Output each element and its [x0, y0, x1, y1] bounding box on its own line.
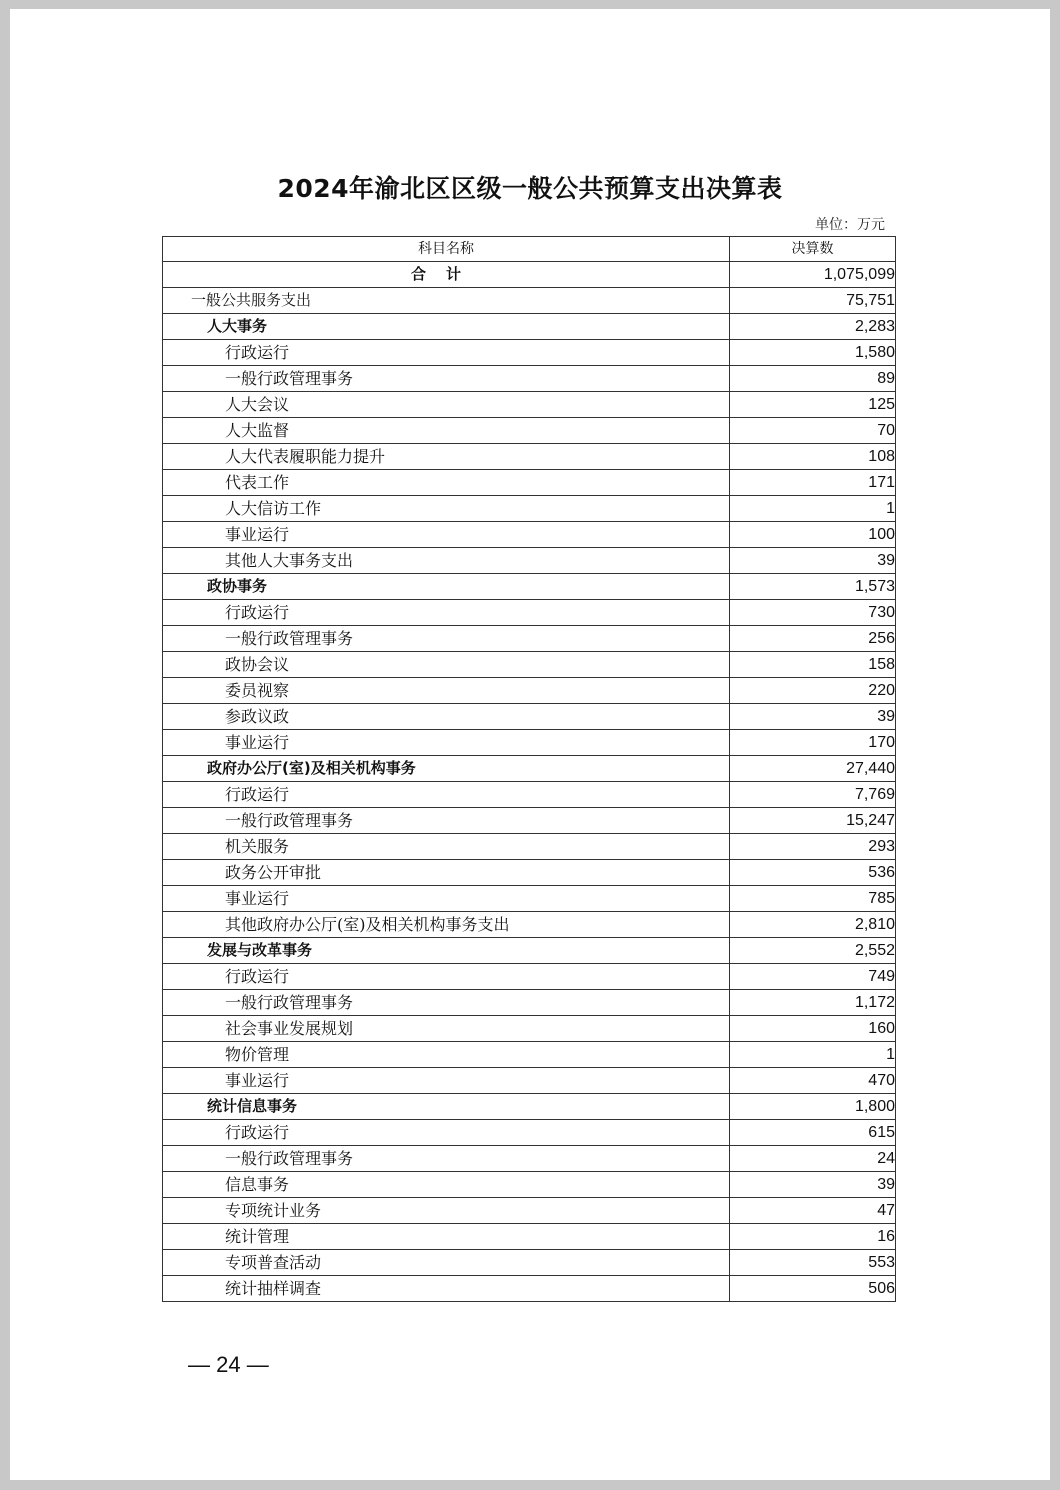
table-row — [163, 340, 896, 366]
amount-cell: 158 — [730, 652, 896, 678]
amount-cell: 2,552 — [730, 938, 896, 964]
amount-cell: 108 — [730, 444, 896, 470]
table-row — [163, 1016, 896, 1042]
table-row — [163, 314, 896, 340]
subject-name-cell: 一般行政管理事务 — [163, 1146, 730, 1172]
subject-name-cell: 统计管理 — [163, 1224, 730, 1250]
subject-name-cell: 委员视察 — [163, 678, 730, 704]
table-row — [163, 730, 896, 756]
table-row — [163, 626, 896, 652]
amount-cell: 100 — [730, 522, 896, 548]
subject-name-cell: 合计 — [163, 262, 730, 288]
table-row — [163, 1198, 896, 1224]
subject-name-cell: 信息事务 — [163, 1172, 730, 1198]
amount-cell: 16 — [730, 1224, 896, 1250]
amount-cell: 2,810 — [730, 912, 896, 938]
table-row — [163, 652, 896, 678]
amount-cell: 749 — [730, 964, 896, 990]
table-row — [163, 1042, 896, 1068]
table-row — [163, 548, 896, 574]
column-header-subject: 科目名称 — [163, 237, 730, 262]
table-row — [163, 1276, 896, 1302]
column-header-amount: 决算数 — [730, 237, 896, 262]
subject-name-cell: 人大代表履职能力提升 — [163, 444, 730, 470]
subject-name-cell: 人大会议 — [163, 392, 730, 418]
amount-cell: 2,283 — [730, 314, 896, 340]
amount-cell: 1,075,099 — [730, 262, 896, 288]
table-row — [163, 912, 896, 938]
amount-cell: 1 — [730, 496, 896, 522]
amount-cell: 89 — [730, 366, 896, 392]
table-row — [163, 704, 896, 730]
table-row — [163, 392, 896, 418]
amount-cell: 1,573 — [730, 574, 896, 600]
table-row — [163, 600, 896, 626]
amount-cell: 220 — [730, 678, 896, 704]
amount-cell: 39 — [730, 704, 896, 730]
amount-cell: 730 — [730, 600, 896, 626]
amount-cell: 170 — [730, 730, 896, 756]
subject-name-cell: 人大监督 — [163, 418, 730, 444]
subject-name-cell: 行政运行 — [163, 964, 730, 990]
table-row — [163, 964, 896, 990]
subject-name-cell: 行政运行 — [163, 340, 730, 366]
table-row — [163, 886, 896, 912]
subject-name-cell: 物价管理 — [163, 1042, 730, 1068]
table-body — [163, 262, 896, 1302]
subject-name-cell: 专项普查活动 — [163, 1250, 730, 1276]
subject-name-cell: 统计抽样调查 — [163, 1276, 730, 1302]
budget-table — [162, 236, 896, 1302]
amount-cell: 7,769 — [730, 782, 896, 808]
subject-name-cell: 人大事务 — [163, 314, 730, 340]
subject-name-cell: 政府办公厅(室)及相关机构事务 — [163, 756, 730, 782]
amount-cell: 785 — [730, 886, 896, 912]
page-number: — 24 — — [188, 1352, 269, 1377]
subject-name-cell: 发展与改革事务 — [163, 938, 730, 964]
table-row — [163, 1250, 896, 1276]
table-row — [163, 1120, 896, 1146]
table-row — [163, 444, 896, 470]
subject-name-cell: 一般公共服务支出 — [163, 288, 730, 314]
amount-cell: 536 — [730, 860, 896, 886]
subject-name-cell: 其他人大事务支出 — [163, 548, 730, 574]
table-header-row — [163, 237, 896, 262]
table-row — [163, 288, 896, 314]
unit-label: 单位：万元 — [815, 217, 885, 233]
table-row — [163, 1224, 896, 1250]
document-title: 2024年渝北区区级一般公共预算支出决算表 — [277, 174, 783, 203]
amount-cell: 15,247 — [730, 808, 896, 834]
subject-name-cell: 事业运行 — [163, 730, 730, 756]
table-row — [163, 678, 896, 704]
amount-cell: 70 — [730, 418, 896, 444]
total-row — [163, 262, 896, 288]
subject-name-cell: 一般行政管理事务 — [163, 626, 730, 652]
table-row — [163, 834, 896, 860]
amount-cell: 125 — [730, 392, 896, 418]
amount-cell: 47 — [730, 1198, 896, 1224]
subject-name-cell: 一般行政管理事务 — [163, 366, 730, 392]
table-row — [163, 418, 896, 444]
table-row — [163, 366, 896, 392]
table-row — [163, 1068, 896, 1094]
table-row — [163, 990, 896, 1016]
table-row — [163, 782, 896, 808]
subject-name-cell: 一般行政管理事务 — [163, 808, 730, 834]
subject-name-cell: 政协会议 — [163, 652, 730, 678]
amount-cell: 1,580 — [730, 340, 896, 366]
subject-name-cell: 参政议政 — [163, 704, 730, 730]
amount-cell: 171 — [730, 470, 896, 496]
subject-name-cell: 机关服务 — [163, 834, 730, 860]
amount-cell: 470 — [730, 1068, 896, 1094]
table-row — [163, 1146, 896, 1172]
table-row — [163, 860, 896, 886]
table-row — [163, 1172, 896, 1198]
subject-name-cell: 一般行政管理事务 — [163, 990, 730, 1016]
table-row — [163, 522, 896, 548]
subject-name-cell: 政务公开审批 — [163, 860, 730, 886]
subject-name-cell: 事业运行 — [163, 522, 730, 548]
table-row — [163, 1094, 896, 1120]
subject-name-cell: 社会事业发展规划 — [163, 1016, 730, 1042]
subject-name-cell: 人大信访工作 — [163, 496, 730, 522]
subject-name-cell: 其他政府办公厅(室)及相关机构事务支出 — [163, 912, 730, 938]
subject-name-cell: 事业运行 — [163, 886, 730, 912]
amount-cell: 75,751 — [730, 288, 896, 314]
amount-cell: 615 — [730, 1120, 896, 1146]
amount-cell: 1 — [730, 1042, 896, 1068]
amount-cell: 506 — [730, 1276, 896, 1302]
amount-cell: 553 — [730, 1250, 896, 1276]
subject-name-cell: 行政运行 — [163, 1120, 730, 1146]
table-row — [163, 756, 896, 782]
subject-name-cell: 统计信息事务 — [163, 1094, 730, 1120]
amount-cell: 27,440 — [730, 756, 896, 782]
subject-name-cell: 行政运行 — [163, 600, 730, 626]
subject-name-cell: 专项统计业务 — [163, 1198, 730, 1224]
table-row — [163, 470, 896, 496]
amount-cell: 1,800 — [730, 1094, 896, 1120]
table-row — [163, 938, 896, 964]
subject-name-cell: 行政运行 — [163, 782, 730, 808]
table-row — [163, 808, 896, 834]
subject-name-cell: 事业运行 — [163, 1068, 730, 1094]
table-row — [163, 574, 896, 600]
amount-cell: 24 — [730, 1146, 896, 1172]
amount-cell: 160 — [730, 1016, 896, 1042]
amount-cell: 256 — [730, 626, 896, 652]
table-row — [163, 496, 896, 522]
amount-cell: 39 — [730, 1172, 896, 1198]
subject-name-cell: 代表工作 — [163, 470, 730, 496]
amount-cell: 293 — [730, 834, 896, 860]
amount-cell: 1,172 — [730, 990, 896, 1016]
subject-name-cell: 政协事务 — [163, 574, 730, 600]
amount-cell: 39 — [730, 548, 896, 574]
